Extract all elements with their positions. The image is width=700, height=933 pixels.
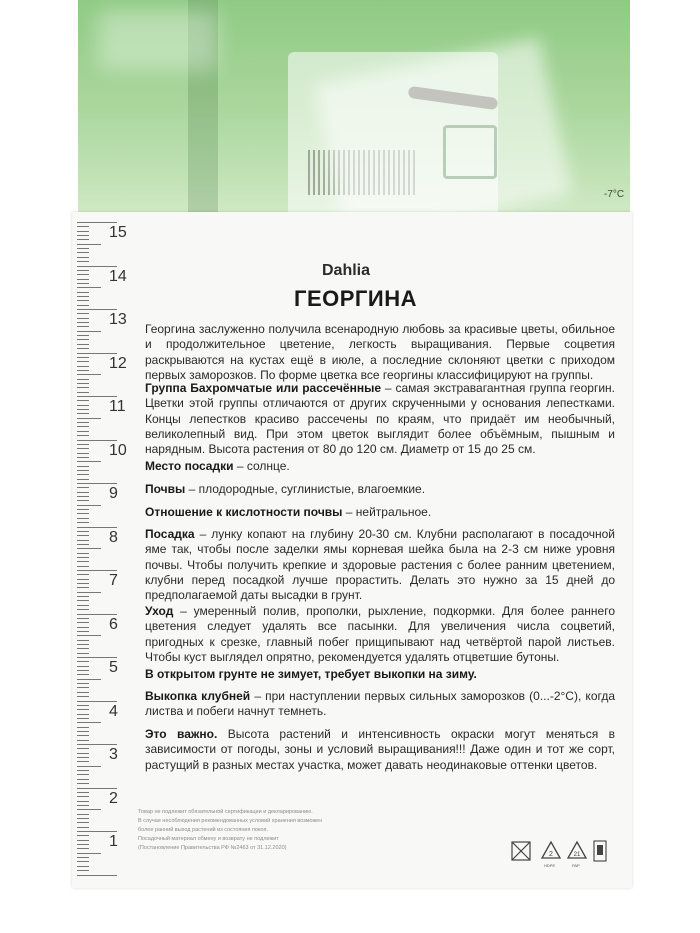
ruler-tick — [77, 566, 89, 567]
ruler-tick — [77, 379, 89, 380]
ruler-tick — [77, 353, 117, 354]
ruler-tick — [77, 809, 101, 810]
paragraph-heading: Выкопка клубней — [145, 689, 251, 703]
ruler-tick — [77, 714, 89, 715]
ruler-tick — [77, 640, 89, 641]
ruler-tick — [77, 740, 89, 741]
ruler-tick — [77, 774, 89, 775]
ruler-tick — [77, 344, 89, 345]
ruler-tick — [77, 487, 89, 488]
ruler-tick — [77, 470, 89, 471]
ruler-number: 12 — [109, 354, 127, 372]
svg-text:21: 21 — [573, 852, 581, 858]
ruler-tick — [77, 753, 89, 754]
ruler-tick — [77, 322, 89, 323]
ruler-tick — [77, 466, 89, 467]
paragraph-heading: Почвы — [145, 482, 186, 496]
paragraph-text: – при наступлении первых сильных заморозков (0...-2°С), когда листва и побеги начнут темнеть. — [145, 689, 616, 719]
latin-name: Dahlia — [322, 262, 371, 279]
ruler-tick — [77, 770, 89, 771]
ruler-tick — [77, 239, 89, 240]
ruler-tick — [77, 448, 89, 449]
ruler-tick — [77, 431, 89, 432]
ruler-number: 13 — [109, 311, 127, 328]
ruler-tick — [77, 474, 89, 475]
ruler-tick — [77, 661, 89, 662]
paragraph-heading: Это важно. — [145, 727, 218, 741]
ruler-number: 10 — [109, 441, 127, 459]
ruler-tick — [77, 326, 89, 327]
ruler-tick — [77, 222, 117, 223]
plant-title: ГЕОРГИНА — [294, 286, 417, 311]
ruler-tick — [77, 396, 117, 397]
ruler-tick — [77, 844, 89, 845]
ruler-tick — [77, 674, 89, 675]
ruler-tick — [77, 357, 89, 358]
ruler-tick — [77, 461, 101, 462]
ruler-tick — [77, 801, 89, 802]
ruler-tick — [77, 814, 89, 815]
ruler-tick — [77, 492, 89, 493]
ruler-tick — [77, 544, 89, 545]
paragraph — [145, 482, 615, 497]
pap-label: PAP — [572, 863, 580, 868]
ruler-tick — [77, 761, 89, 762]
ruler-tick — [77, 653, 89, 654]
ruler-tick — [77, 788, 117, 789]
ruler-tick — [77, 840, 89, 841]
ruler-tick — [77, 718, 89, 719]
ruler-tick — [77, 579, 89, 580]
paragraph-text: – лунку копают на глубину 20-30 см. Клубни располагают в посадочной яме так, чтобы после заделки ямы корневая шейка была на 2-3 см ниже уровня почвы. Чтобы получить крепкие и здоровые растения с более ранним цветением, клубни перед посадкой лучше прорастить. Делать это нужно за 15 дней до предполагаемой даты высадки в грунт. — [145, 527, 615, 603]
paragraph-heading: В открытом грунте не зимует, требует выкопки на зиму. — [145, 667, 477, 681]
ruler-number: 5 — [109, 659, 118, 676]
ruler-number: 6 — [109, 615, 118, 633]
ruler-tick — [77, 292, 89, 293]
ruler-tick — [77, 670, 89, 671]
ruler-tick — [77, 796, 89, 797]
ruler-tick — [77, 444, 89, 445]
ruler-tick — [77, 392, 89, 393]
ruler-tick — [77, 875, 117, 876]
ruler-tick — [77, 418, 101, 419]
ruler-tick — [77, 274, 89, 275]
fine-print-line: Товар не подлежит обязательной сертификации и декларированию. — [138, 809, 313, 815]
ruler-tick — [77, 831, 117, 832]
ruler-tick — [77, 835, 89, 836]
ruler-tick — [77, 748, 89, 749]
ruler-tick — [77, 483, 117, 484]
ruler — [77, 222, 135, 872]
hdpe-label: HDPE — [544, 863, 556, 868]
ruler-tick — [77, 687, 89, 688]
ruler-tick — [77, 479, 89, 480]
ruler-tick — [77, 435, 89, 436]
ruler-tick — [77, 735, 89, 736]
ruler-tick — [77, 596, 89, 597]
ruler-tick — [77, 540, 89, 541]
ruler-tick — [77, 548, 101, 549]
ruler-tick — [77, 644, 89, 645]
ruler-tick — [77, 731, 89, 732]
ruler-number: 14 — [109, 267, 127, 285]
ruler-tick — [77, 705, 89, 706]
plastic-glare — [98, 10, 218, 70]
ruler-tick — [77, 557, 89, 558]
paragraph-text: – плодородные, суглинистые, влагоемкие. — [185, 482, 426, 496]
ruler-tick — [77, 226, 89, 227]
paragraph-text: – солнце. — [233, 459, 290, 473]
paragraph — [145, 727, 615, 773]
ruler-tick — [77, 618, 89, 619]
paragraph-heading: Группа Бахромчатые или рассечённые — [145, 381, 381, 395]
paragraph — [145, 505, 615, 520]
ruler-tick — [77, 553, 89, 554]
ruler-tick — [77, 422, 89, 423]
paragraph — [145, 459, 615, 474]
ruler-tick — [77, 387, 89, 388]
ruler-tick — [77, 592, 101, 593]
paragraph-text: – умеренный полив, прополки, рыхление, подкормки. Для более раннего цветения следует удалять все пасынки. Для увеличения числа соцветий, пригодных к срезке, главный побег прищипывают над четвёртой парой листьев. Чтобы куст выглядел опрятно, рекомендуется удалять отцветшие бутоны. — [145, 604, 615, 664]
fine-print-line: Посадочный материал обмену и возврату не подлежит — [138, 836, 279, 842]
paragraph — [145, 527, 615, 603]
ruler-tick — [77, 500, 89, 501]
ruler-tick — [77, 757, 89, 758]
ruler-tick — [77, 792, 89, 793]
paragraph-text: – нейтральное. — [342, 505, 432, 519]
paragraph-heading: Посадка — [145, 527, 195, 541]
ruler-tick — [77, 235, 89, 236]
ruler-tick — [77, 457, 89, 458]
ruler-tick — [77, 405, 89, 406]
ruler-tick — [77, 783, 89, 784]
ruler-tick — [77, 666, 89, 667]
ruler-tick — [77, 679, 101, 680]
ruler-tick — [77, 827, 89, 828]
ruler-tick — [77, 248, 89, 249]
ruler-tick — [77, 574, 89, 575]
ruler-tick — [77, 331, 101, 332]
ruler-tick — [77, 383, 89, 384]
ruler-tick — [77, 605, 89, 606]
ruler-tick — [77, 296, 89, 297]
paragraph-text: Георгина заслуженно получила всенародную любовь за красивые цветы, обильное и продолжительное цветение, легкость выращивания. Первые соцветия раскрываются на кустах ещё в июле, а последние склоняют цветки с приходом первых заморозков. По форме цветка все георгины классифицируют на группы. — [145, 322, 615, 382]
fine-print-line: (Постановление Правительства РФ №2463 от 31.12.2020) — [138, 845, 287, 851]
ruler-tick — [77, 361, 89, 362]
ruler-tick — [77, 313, 89, 314]
ruler-tick — [77, 609, 89, 610]
paragraph — [145, 667, 615, 682]
ruler-tick — [77, 527, 117, 528]
ruler-tick — [77, 374, 101, 375]
ruler-number: 2 — [109, 789, 118, 807]
ruler-number: 9 — [109, 485, 118, 502]
paragraph-text: – самая экстравагантная группа георгин. Цветки этой группы отличаются от других скрученными у основания лепестками. Концы лепестков красиво рассечены по краям, что придаёт им необычный, великолепный вид. При этом цветок выглядит более объёмным, пышным и нарядным. Высота растения от 80 до 120 см. Диаметр от 15 до 25 см. — [145, 381, 615, 457]
ruler-number: 15 — [109, 224, 127, 241]
recycle-pap-icon — [566, 840, 588, 862]
paragraph-heading: Место посадки — [145, 459, 234, 473]
ruler-tick — [77, 287, 101, 288]
trash-bin-icon — [592, 840, 608, 862]
ruler-tick — [77, 587, 89, 588]
paragraph — [145, 604, 615, 665]
svg-text:2: 2 — [549, 851, 553, 858]
ruler-tick — [77, 622, 89, 623]
ruler-tick — [77, 261, 89, 262]
ruler-tick — [77, 627, 89, 628]
ruler-tick — [77, 779, 89, 780]
ruler-tick — [77, 335, 89, 336]
ruler-tick — [77, 657, 117, 658]
ruler-tick — [77, 683, 89, 684]
ruler-tick — [77, 805, 89, 806]
ruler-tick — [77, 370, 89, 371]
ruler-tick — [77, 822, 89, 823]
packet-background — [78, 0, 630, 228]
ruler-tick — [77, 348, 89, 349]
ruler-tick — [77, 870, 89, 871]
ruler-tick — [77, 535, 89, 536]
ruler-tick — [77, 505, 101, 506]
ruler-tick — [77, 570, 117, 571]
paragraph — [145, 689, 615, 720]
ruler-tick — [77, 853, 101, 854]
ruler-tick — [77, 300, 89, 301]
ruler-tick — [77, 722, 101, 723]
ruler-tick — [77, 531, 89, 532]
fine-print — [138, 808, 438, 853]
ruler-tick — [77, 866, 89, 867]
ruler-tick — [77, 522, 89, 523]
ruler-tick — [77, 701, 117, 702]
ruler-tick — [77, 857, 89, 858]
ruler-tick — [77, 266, 117, 267]
ruler-tick — [77, 744, 117, 745]
temperature-text: -7°C — [604, 189, 625, 200]
ruler-tick — [77, 518, 89, 519]
ruler-tick — [77, 583, 89, 584]
ruler-tick — [77, 409, 89, 410]
ruler-tick — [77, 453, 89, 454]
ruler-tick — [77, 818, 89, 819]
no-litter-icon — [510, 840, 532, 862]
ruler-tick — [77, 631, 89, 632]
ruler-tick — [77, 509, 89, 510]
ruler-tick — [77, 305, 89, 306]
paragraph-heading: Уход — [145, 604, 174, 618]
ruler-tick — [77, 561, 89, 562]
ruler-tick — [77, 270, 89, 271]
ruler-tick — [77, 283, 89, 284]
ruler-tick — [77, 440, 117, 441]
ruler-tick — [77, 709, 89, 710]
ruler-tick — [77, 766, 101, 767]
ruler-tick — [77, 257, 89, 258]
recycle-hdpe-icon — [540, 840, 562, 862]
ruler-number: 4 — [109, 702, 118, 720]
fine-print-line: более ранний выход растений из состояния покоя. — [138, 827, 269, 833]
paragraph-text: Высота растений и интенсивность окраски могут меняться в зависимости от погоды, зоны и условий выращивания!!! Даже один и тот же сорт, растущий в разных местах участка, может давать неодинаковые оттенки цветов. — [145, 727, 616, 772]
ruler-tick — [77, 366, 89, 367]
ruler-tick — [77, 231, 89, 232]
paragraph — [145, 381, 615, 457]
ruler-tick — [77, 614, 117, 615]
ruler-tick — [77, 648, 89, 649]
ruler-tick — [77, 696, 89, 697]
ruler-tick — [77, 309, 117, 310]
fine-print-line: В случае несоблюдения рекомендованных условий хранения возможен — [138, 818, 323, 824]
ruler-tick — [77, 600, 89, 601]
ruler-tick — [77, 318, 89, 319]
ruler-tick — [77, 244, 101, 245]
ruler-tick — [77, 692, 89, 693]
ruler-tick — [77, 848, 89, 849]
ruler-tick — [77, 513, 89, 514]
ruler-number: 3 — [109, 746, 118, 763]
ruler-tick — [77, 413, 89, 414]
ruler-tick — [77, 426, 89, 427]
ruler-number: 7 — [109, 572, 118, 589]
ruler-tick — [77, 252, 89, 253]
ruler-number: 11 — [109, 398, 126, 415]
ruler-number: 1 — [109, 833, 118, 850]
ruler-tick — [77, 635, 101, 636]
ruler-number: 8 — [109, 528, 118, 546]
ruler-tick — [77, 279, 89, 280]
recycle-symbols — [510, 840, 610, 870]
ruler-tick — [77, 339, 89, 340]
ruler-tick — [77, 861, 89, 862]
paragraph-heading: Отношение к кислотности почвы — [145, 505, 343, 519]
ruler-tick — [77, 727, 89, 728]
ruler-tick — [77, 400, 89, 401]
paragraph — [145, 322, 615, 383]
ruler-tick — [77, 496, 89, 497]
